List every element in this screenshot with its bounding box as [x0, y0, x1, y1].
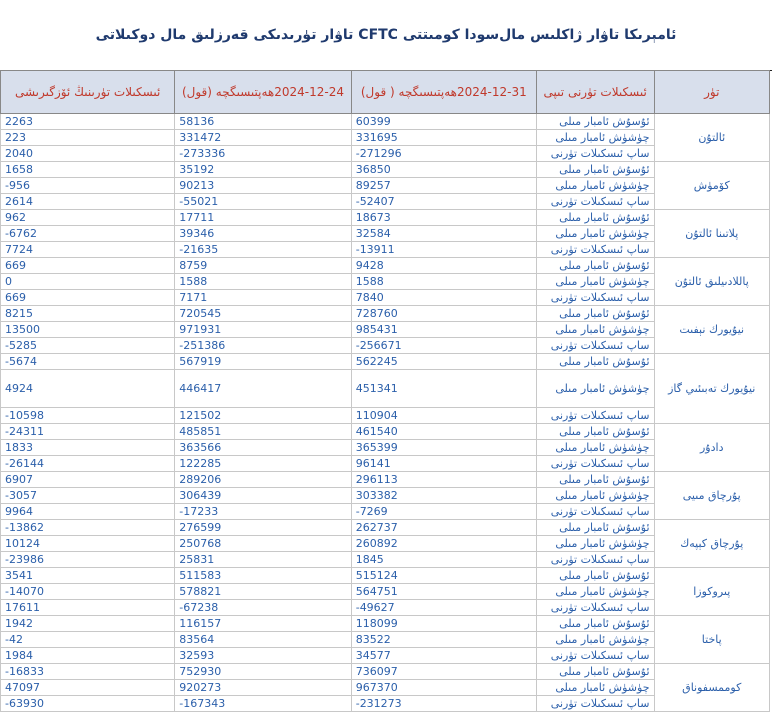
week-2024-12-24-cell: 32593: [175, 648, 351, 664]
header-week-2024-12-31: 2024-12-31ھەپتىسىگچە ( قول): [351, 71, 536, 114]
week-2024-12-24-cell: 25831: [175, 552, 351, 568]
position-type-cell: چۈشۈش ئامبار مىلى: [536, 322, 654, 338]
week-2024-12-31-cell: 1588: [351, 274, 536, 290]
week-2024-12-31-cell: 262737: [351, 520, 536, 536]
change-cell: 7724: [1, 242, 175, 258]
position-type-cell: چۈشۈش ئامبار مىلى: [536, 440, 654, 456]
table-row: [1, 162, 770, 178]
change-cell: -23986: [1, 552, 175, 568]
week-2024-12-24-cell: -167343: [175, 696, 351, 712]
position-type-cell: ساپ ئىسكىلات تۈرنى: [536, 552, 654, 568]
header-week-2024-12-24: 2024-12-24ھەپتىسىگچە (قول): [175, 71, 351, 114]
week-2024-12-31-cell: 564751: [351, 584, 536, 600]
change-cell: 223: [1, 130, 175, 146]
week-2024-12-24-cell: 446417: [175, 370, 351, 408]
table-row: [1, 258, 770, 274]
position-type-cell: چۈشۈش ئامبار مىلى: [536, 274, 654, 290]
table-body: [1, 114, 770, 712]
position-type-cell: چۈشۈش ئامبار مىلى: [536, 584, 654, 600]
position-type-cell: چۈشۈش ئامبار مىلى: [536, 226, 654, 242]
week-2024-12-31-cell: 515124: [351, 568, 536, 584]
week-2024-12-31-cell: -231273: [351, 696, 536, 712]
week-2024-12-31-cell: 34577: [351, 648, 536, 664]
position-type-cell: ئۇسۇش ئامبار مىلى: [536, 472, 654, 488]
week-2024-12-24-cell: 7171: [175, 290, 351, 306]
commodity-name: نيۇيورك تەبىئىي گاز: [654, 354, 770, 424]
change-cell: -5674: [1, 354, 175, 370]
change-cell: 47097: [1, 680, 175, 696]
change-cell: -14070: [1, 584, 175, 600]
change-cell: 13500: [1, 322, 175, 338]
position-type-cell: چۈشۈش ئامبار مىلى: [536, 130, 654, 146]
week-2024-12-31-cell: 7840: [351, 290, 536, 306]
commodity-name: پاختا: [654, 616, 770, 664]
position-type-cell: ساپ ئىسكىلات تۈرنى: [536, 146, 654, 162]
commodity-name: ئالتۇن: [654, 114, 770, 162]
table-row: [1, 114, 770, 130]
change-cell: 1942: [1, 616, 175, 632]
commodity-name: پۇرچاق مىيى: [654, 472, 770, 520]
week-2024-12-31-cell: 736097: [351, 664, 536, 680]
week-2024-12-31-cell: 110904: [351, 408, 536, 424]
table-row: [1, 210, 770, 226]
position-type-cell: ساپ ئىسكىلات تۈرنى: [536, 648, 654, 664]
change-cell: 17611: [1, 600, 175, 616]
week-2024-12-24-cell: 920273: [175, 680, 351, 696]
position-type-cell: ساپ ئىسكىلات تۈرنى: [536, 338, 654, 354]
commodity-name: دادۇر: [654, 424, 770, 472]
position-type-cell: ساپ ئىسكىلات تۈرنى: [536, 408, 654, 424]
change-cell: -3057: [1, 488, 175, 504]
commodity-name: پۇرچاق كېپەك: [654, 520, 770, 568]
week-2024-12-24-cell: 720545: [175, 306, 351, 322]
week-2024-12-31-cell: -52407: [351, 194, 536, 210]
change-cell: -13862: [1, 520, 175, 536]
week-2024-12-24-cell: 121502: [175, 408, 351, 424]
week-2024-12-31-cell: -256671: [351, 338, 536, 354]
change-cell: -6762: [1, 226, 175, 242]
position-type-cell: ئۇسۇش ئامبار مىلى: [536, 258, 654, 274]
position-type-cell: ئۇسۇش ئامبار مىلى: [536, 114, 654, 130]
week-2024-12-31-cell: 60399: [351, 114, 536, 130]
week-2024-12-31-cell: 562245: [351, 354, 536, 370]
commodity-name: كۆمۈش: [654, 162, 770, 210]
position-type-cell: ساپ ئىسكىلات تۈرنى: [536, 242, 654, 258]
header-row: [1, 71, 770, 114]
position-type-cell: ساپ ئىسكىلات تۈرنى: [536, 456, 654, 472]
week-2024-12-31-cell: 89257: [351, 178, 536, 194]
week-2024-12-24-cell: 39346: [175, 226, 351, 242]
week-2024-12-31-cell: -271296: [351, 146, 536, 162]
change-cell: 2263: [1, 114, 175, 130]
week-2024-12-24-cell: 306439: [175, 488, 351, 504]
change-cell: 4924: [1, 370, 175, 408]
table-row: [1, 306, 770, 322]
position-type-cell: چۈشۈش ئامبار مىلى: [536, 680, 654, 696]
change-cell: -10598: [1, 408, 175, 424]
table-row: [1, 664, 770, 680]
position-type-cell: ساپ ئىسكىلات تۈرنى: [536, 696, 654, 712]
change-cell: 669: [1, 290, 175, 306]
week-2024-12-24-cell: -273336: [175, 146, 351, 162]
change-cell: 0: [1, 274, 175, 290]
week-2024-12-31-cell: -13911: [351, 242, 536, 258]
week-2024-12-24-cell: 90213: [175, 178, 351, 194]
week-2024-12-31-cell: 83522: [351, 632, 536, 648]
change-cell: 2614: [1, 194, 175, 210]
week-2024-12-24-cell: 83564: [175, 632, 351, 648]
table-row: [1, 520, 770, 536]
week-2024-12-31-cell: 1845: [351, 552, 536, 568]
week-2024-12-24-cell: 363566: [175, 440, 351, 456]
week-2024-12-31-cell: 32584: [351, 226, 536, 242]
positions-table: [0, 70, 770, 712]
change-cell: 9964: [1, 504, 175, 520]
week-2024-12-31-cell: -7269: [351, 504, 536, 520]
week-2024-12-31-cell: 331695: [351, 130, 536, 146]
week-2024-12-31-cell: 296113: [351, 472, 536, 488]
change-cell: 10124: [1, 536, 175, 552]
position-type-cell: چۈشۈش ئامبار مىلى: [536, 632, 654, 648]
position-type-cell: چۈشۈش ئامبار مىلى: [536, 370, 654, 408]
position-type-cell: چۈشۈش ئامبار مىلى: [536, 178, 654, 194]
change-cell: -5285: [1, 338, 175, 354]
week-2024-12-31-cell: 451341: [351, 370, 536, 408]
position-type-cell: ئۇسۇش ئامبار مىلى: [536, 424, 654, 440]
change-cell: -42: [1, 632, 175, 648]
week-2024-12-31-cell: 967370: [351, 680, 536, 696]
commodity-name: كوممسفوناق: [654, 664, 770, 712]
position-type-cell: ساپ ئىسكىلات تۈرنى: [536, 290, 654, 306]
table-row: [1, 616, 770, 632]
week-2024-12-24-cell: 17711: [175, 210, 351, 226]
week-2024-12-24-cell: 122285: [175, 456, 351, 472]
week-2024-12-24-cell: 276599: [175, 520, 351, 536]
week-2024-12-24-cell: 511583: [175, 568, 351, 584]
change-cell: -63930: [1, 696, 175, 712]
position-type-cell: ساپ ئىسكىلات تۈرنى: [536, 600, 654, 616]
change-cell: -16833: [1, 664, 175, 680]
week-2024-12-24-cell: -251386: [175, 338, 351, 354]
change-cell: 6907: [1, 472, 175, 488]
week-2024-12-24-cell: -67238: [175, 600, 351, 616]
change-cell: 2040: [1, 146, 175, 162]
week-2024-12-24-cell: 331472: [175, 130, 351, 146]
change-cell: 962: [1, 210, 175, 226]
week-2024-12-31-cell: 260892: [351, 536, 536, 552]
week-2024-12-24-cell: 567919: [175, 354, 351, 370]
position-type-cell: ساپ ئىسكىلات تۈرنى: [536, 504, 654, 520]
table-row: [1, 568, 770, 584]
week-2024-12-31-cell: 985431: [351, 322, 536, 338]
week-2024-12-31-cell: 365399: [351, 440, 536, 456]
header-change: ئىسكىلات تۈرىنىڭ ئۆزگىرىشى: [1, 71, 175, 114]
table-row: [1, 354, 770, 370]
change-cell: 3541: [1, 568, 175, 584]
change-cell: 669: [1, 258, 175, 274]
week-2024-12-24-cell: 58136: [175, 114, 351, 130]
table-row: [1, 472, 770, 488]
position-type-cell: ئۇسۇش ئامبار مىلى: [536, 616, 654, 632]
change-cell: -24311: [1, 424, 175, 440]
change-cell: 1984: [1, 648, 175, 664]
week-2024-12-24-cell: -55021: [175, 194, 351, 210]
position-type-cell: ئۇسۇش ئامبار مىلى: [536, 664, 654, 680]
change-cell: 8215: [1, 306, 175, 322]
commodity-name: نيۇيورك نېفىت: [654, 306, 770, 354]
week-2024-12-31-cell: 728760: [351, 306, 536, 322]
week-2024-12-24-cell: -21635: [175, 242, 351, 258]
change-cell: 1833: [1, 440, 175, 456]
week-2024-12-24-cell: 971931: [175, 322, 351, 338]
commodity-name: پاللادىيلىق ئالتۇن: [654, 258, 770, 306]
header-position-type: ئىسكىلات تۈرنى تىپى: [536, 71, 654, 114]
position-type-cell: ساپ ئىسكىلات تۈرنى: [536, 194, 654, 210]
position-type-cell: چۈشۈش ئامبار مىلى: [536, 536, 654, 552]
week-2024-12-24-cell: 250768: [175, 536, 351, 552]
position-type-cell: ئۇسۇش ئامبار مىلى: [536, 162, 654, 178]
week-2024-12-24-cell: 8759: [175, 258, 351, 274]
week-2024-12-24-cell: -17233: [175, 504, 351, 520]
change-cell: -956: [1, 178, 175, 194]
position-type-cell: ئۇسۇش ئامبار مىلى: [536, 568, 654, 584]
week-2024-12-24-cell: 485851: [175, 424, 351, 440]
position-type-cell: ئۇسۇش ئامبار مىلى: [536, 210, 654, 226]
week-2024-12-24-cell: 752930: [175, 664, 351, 680]
position-type-cell: ئۇسۇش ئامبار مىلى: [536, 520, 654, 536]
week-2024-12-31-cell: -49627: [351, 600, 536, 616]
week-2024-12-31-cell: 118099: [351, 616, 536, 632]
table-row: [1, 424, 770, 440]
week-2024-12-31-cell: 9428: [351, 258, 536, 274]
commodity-name: پىروكوزا: [654, 568, 770, 616]
week-2024-12-24-cell: 289206: [175, 472, 351, 488]
week-2024-12-24-cell: 116157: [175, 616, 351, 632]
report-title: ئامېرىكا تاۋار ژاكلىس مال‌سودا كومىتتى CFTC تاۋار تۈرىدىكى قەرزلىق مال دوكىلاتى: [0, 0, 772, 71]
week-2024-12-24-cell: 35192: [175, 162, 351, 178]
week-2024-12-31-cell: 36850: [351, 162, 536, 178]
week-2024-12-31-cell: 18673: [351, 210, 536, 226]
week-2024-12-31-cell: 96141: [351, 456, 536, 472]
week-2024-12-31-cell: 303382: [351, 488, 536, 504]
position-type-cell: چۈشۈش ئامبار مىلى: [536, 488, 654, 504]
week-2024-12-24-cell: 1588: [175, 274, 351, 290]
header-commodity: تۈر: [654, 71, 770, 114]
week-2024-12-31-cell: 461540: [351, 424, 536, 440]
commodity-name: پلاتىنا ئالتۇن: [654, 210, 770, 258]
position-type-cell: ئۇسۇش ئامبار مىلى: [536, 306, 654, 322]
position-type-cell: ئۇسۇش ئامبار مىلى: [536, 354, 654, 370]
week-2024-12-24-cell: 578821: [175, 584, 351, 600]
change-cell: 1658: [1, 162, 175, 178]
change-cell: -26144: [1, 456, 175, 472]
